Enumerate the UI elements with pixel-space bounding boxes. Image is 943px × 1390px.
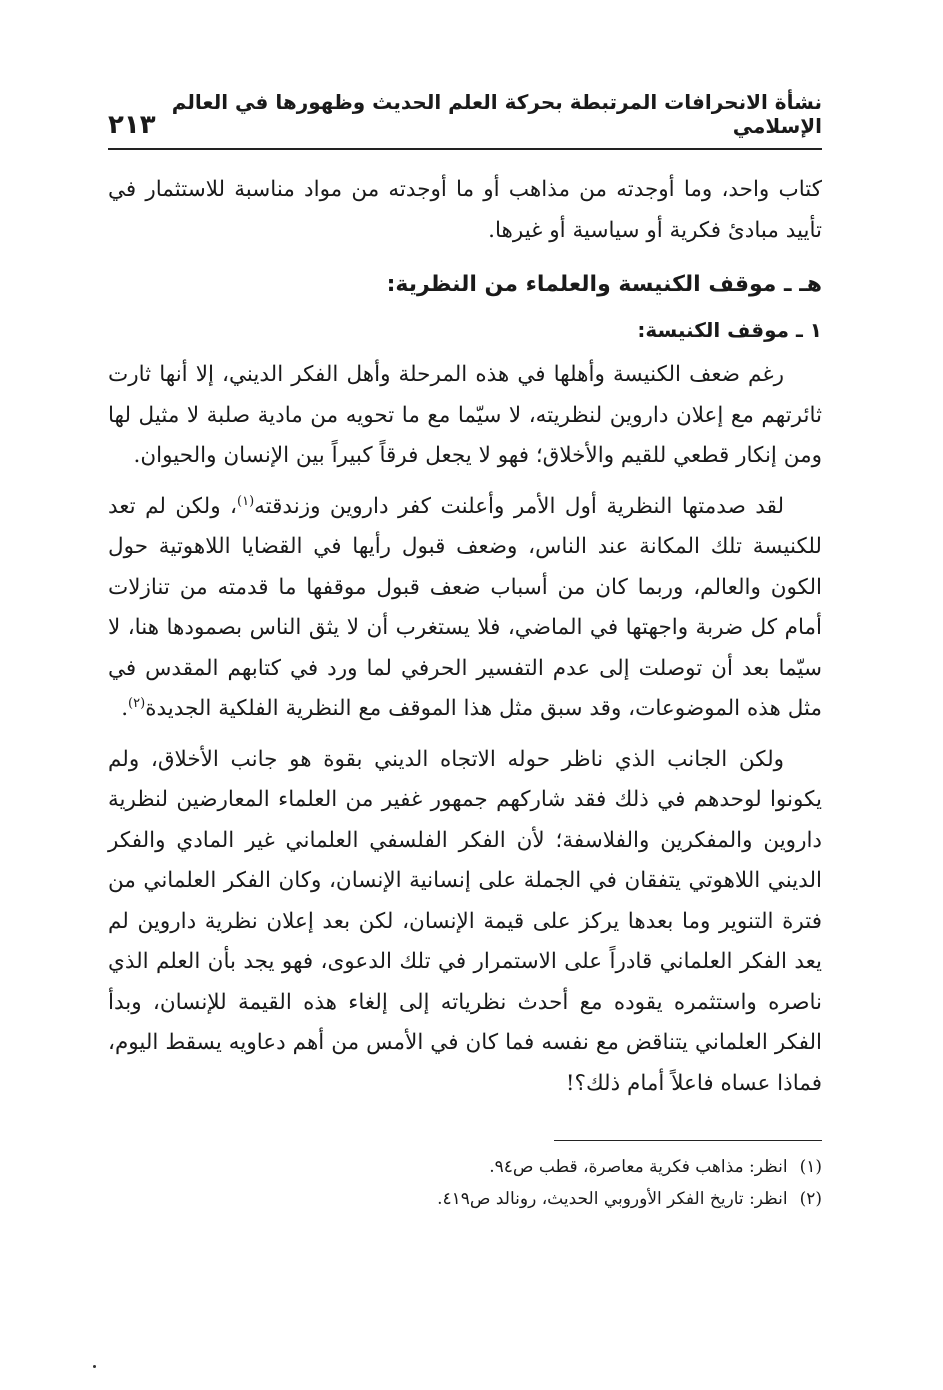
paragraph-1: رغم ضعف الكنيسة وأهلها في هذه المرحلة وأهل الفكر الديني، إلا أنها ثارت ثائرتهم مع إعلان داروين لنظريته، لا سيّما مع ما تحويه من مادية صلبة لا مثيل لها ومن إنكار قطعي للقيم والأخلاق؛ فهو لا يجعل فرقاً كبيراً بين الإنسان والحيوان. <box>108 362 822 468</box>
section-heading: هـ ـ موقف الكنيسة والعلماء من النظرية: <box>386 272 822 297</box>
footnote-separator <box>554 1140 822 1141</box>
footnote-text: انظر: تاريخ الفكر الأوروبي الحديث، رونالد ص٤١٩. <box>437 1189 788 1209</box>
footnote-2 <box>108 1183 822 1215</box>
subsection-heading: ١ ـ موقف الكنيسة: <box>637 318 822 342</box>
page-header <box>108 92 822 146</box>
paragraph-2 <box>108 487 822 730</box>
paragraph-3: ولكن الجانب الذي ناظر حوله الاتجاه الديني بقوة هو جانب الأخلاق، ولم يكونوا لوحدهم في ذلك فقد شاركهم جمهور غفير من العلماء المعارضين لنظرية داروين والمفكرين والفلاسفة؛ لأن الفكر الفلسفي العلماني غير المادي والفكر الديني اللاهوتي يتفقان في الجملة على إنسانية الإنسان، وكان الفكر العلماني من فترة التنوير وما بعدها يركز على قيمة الإنسان، لكن بعد إعلان نظرية داروين لم يعد الفكر العلماني قادراً على الاستمرار في تلك الدعوى، فهو يجد بأن العلم الذي ناصره واستثمره يقوده مع أحدث نظرياته إلى إلغاء هذه القيمة للإنسان، وبدأ الفكر العلماني يتناقض مع نفسه فما كان في الأمس من أهم دعاويه يسقط اليوم، فماذا عساه فاعلاً أمام ذلك؟! <box>108 746 822 1096</box>
footnote-ref-2[interactable]: (٢) <box>128 695 146 711</box>
book-page <box>108 92 822 1352</box>
footnote-number: (٢) <box>799 1189 822 1209</box>
paragraph-2-text-b: ، ولكن لم تعد للكنيسة تلك المكانة عند الناس، وضعف قبول رأيها في القضايا اللاهوتية حول الكون والعالم، وربما كان من أسباب ضعف قبول موقفها ما قدمته من تنازلات أمام كل ضربة واجهتها في الماضي، فلا يستغرب أن لا يثق الناس بصمودها هنا، لا سيّما بعد أن توصلت إلى عدم التفسير الحرفي لما ورد في كتابهم المقدس في مثل هذه الموضوعات، وقد سبق مثل هذا الموقف مع النظرية الفلكية الجديدة <box>108 493 822 721</box>
paragraph-2-text-c: . <box>121 696 129 721</box>
paragraph-2-text-a: لقد صدمتها النظرية أول الأمر وأعلنت كفر داروين وزندقته <box>254 493 785 519</box>
footnote-number: (١) <box>799 1157 822 1177</box>
body-text <box>108 170 822 1104</box>
page-number: ٢١٣ <box>108 110 156 140</box>
footnote-ref-1[interactable]: (١) <box>237 493 255 509</box>
paragraph-continuation: كتاب واحد، وما أوجدته من مذاهب أو ما أوجدته من مواد مناسبة للاستثمار في تأييد مبادئ فكرية أو سياسية أو غيرها. <box>108 177 822 243</box>
footnote-1 <box>108 1151 822 1183</box>
running-title: نشأة الانحرافات المرتبطة بحركة العلم الحديث وظهورها في العالم الإسلامي <box>171 90 822 138</box>
print-speck <box>93 1365 96 1368</box>
header-rule <box>108 148 822 150</box>
footnote-text: انظر: مذاهب فكرية معاصرة، قطب ص٩٤. <box>489 1157 788 1177</box>
